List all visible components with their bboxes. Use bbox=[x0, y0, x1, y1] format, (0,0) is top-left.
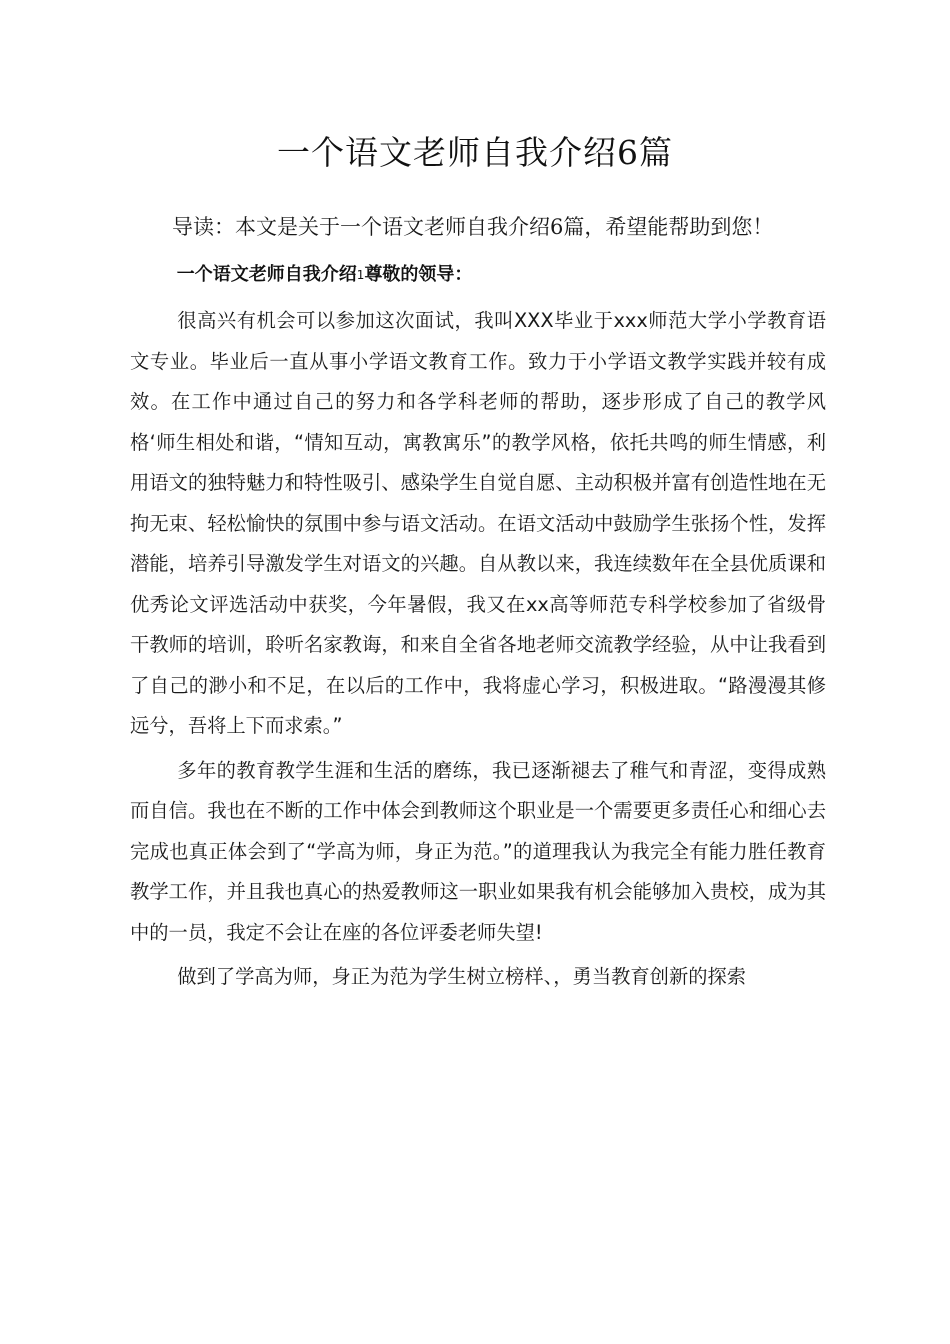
body-paragraph-2: 多年的教育教学生涯和生活的磨练，我已逐渐褪去了稚气和青涩，变得成熟而自信。我也在不断的工作中体会到教师这个职业是一个需要更多责任心和细心去完成也真正体会到了“学高为师，身正为范。”的道理我认为我完全有能力胜任教育教学工作，并且我也真心的热爱教师这一职业如果我有机会能够加入贵校，成为其中的一员，我定不会让在座的各位评委老师失望! bbox=[130, 758, 826, 944]
section-heading-prefix: 一个语文老师自我介绍 bbox=[176, 264, 357, 285]
body-paragraph-1: 很高兴有机会可以参加这次面试，我叫XXX毕业于xxx师范大学小学教育语文专业。毕业后一直从事小学语文教育工作。致力于小学语文教学实践并较有成效。在工作中通过自己的努力和各学科老师的帮助，逐步形成了自己的教学风格‘师生相处和谐，“情知互动，寓教寓乐”的教学风格，依托共鸣的师生情感，利用语文的独特魅力和特性吸引、感染学生自觉自愿、主动积极并富有创造性地在无拘无束、轻松愉快的氛围中参与语文活动。在语文活动中鼓励学生张扬个性，发挥潜能，培养引导激发学生对语文的兴趣。自从教以来，我连续数年在全县优质课和优秀论文评选活动中获奖，今年暑假，我又在xx高等师范专科学校参加了省级骨干教师的培训，聆听名家教诲，和来自全省各地老师交流教学经验，从中让我看到了自己的渺小和不足，在以后的工作中，我将虚心学习，积极进取。“路漫漫其修远兮，吾将上下而求索。” bbox=[130, 309, 826, 737]
section-heading-salutation: 尊敬的领导： bbox=[364, 264, 473, 285]
document-title: 一个语文老师自我介绍6篇 bbox=[277, 133, 673, 172]
section-heading-number: 1 bbox=[356, 268, 365, 282]
body-paragraph-3: 做到了学高为师，身正为范为学生树立榜样、，勇当教育创新的探索 bbox=[177, 965, 747, 988]
section-heading bbox=[130, 257, 826, 293]
intro-paragraph: 导读：本文是关于一个语文老师自我介绍6篇，希望能帮助到您！ bbox=[172, 215, 774, 239]
document-body bbox=[130, 203, 826, 1002]
